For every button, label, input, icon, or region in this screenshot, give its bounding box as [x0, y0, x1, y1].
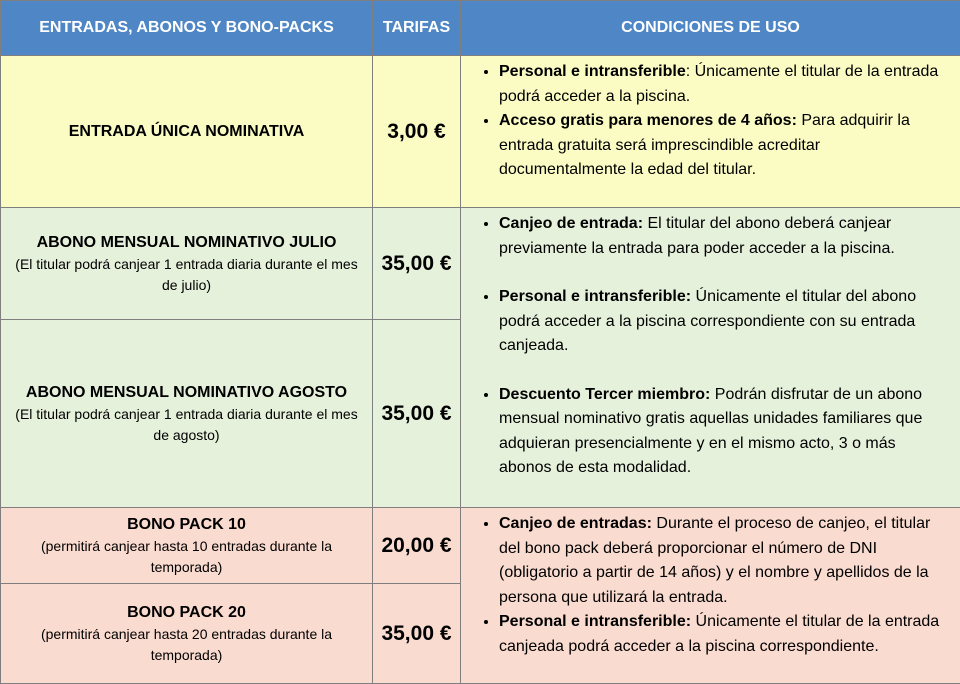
product-cell	[1, 584, 373, 684]
price-cell: 20,00 €	[373, 508, 461, 584]
conditions-cell	[461, 508, 960, 684]
conditions-list	[461, 212, 950, 481]
table-row	[1, 208, 960, 320]
product-cell	[1, 508, 373, 584]
conditions-cell	[461, 56, 960, 208]
list-item: • Canjeo de entrada: El titular del abono deberá canjear previamente la entrada para poder acceder a la piscina.	[499, 212, 950, 261]
product-subtitle: (El titular podrá canjear 1 entrada diaria durante el mes de julio)	[7, 254, 366, 296]
conditions-list	[461, 60, 950, 183]
list-item: • Personal e intransferible: Únicamente el titular de la entrada canjeada podrá acceder a la piscina correspondiente.	[499, 610, 950, 659]
product-cell	[1, 208, 373, 320]
product-title: ABONO MENSUAL NOMINATIVO JULIO	[7, 232, 366, 254]
list-item: • Personal e intransferible: Únicamente el titular del abono podrá acceder a la piscina correspondiente con su entrada canjeada.	[499, 285, 950, 359]
list-item: • Descuento Tercer miembro: Podrán disfrutar de un abono mensual nominativo gratis aquellas unidades familiares que adquieran presencialmente y en el mismo acto, 3 o más abonos de esta modalidad.	[499, 383, 950, 481]
product-subtitle: (El titular podrá canjear 1 entrada diaria durante el mes de agosto)	[7, 404, 366, 446]
product-subtitle: (permitirá canjear hasta 20 entradas durante la temporada)	[7, 624, 366, 666]
price-cell: 3,00 €	[373, 56, 461, 208]
header-prices: TARIFAS	[373, 1, 461, 56]
list-item: • Personal e intransferible: Únicamente el titular de la entrada podrá acceder a la piscina.	[499, 60, 950, 109]
list-item: • Acceso gratis para menores de 4 años: Para adquirir la entrada gratuita será imprescindible acreditar documentalmente la edad del titular.	[499, 109, 950, 183]
product-title: BONO PACK 10	[7, 514, 366, 536]
product-cell	[1, 320, 373, 508]
product-subtitle: (permitirá canjear hasta 10 entradas durante la temporada)	[7, 536, 366, 578]
list-item: • Canjeo de entradas: Durante el proceso de canjeo, el titular del bono pack deberá proporcionar el número de DNI (obligatorio a partir de 14 años) y el nombre y apellidos de la persona que utilizará la entrada.	[499, 512, 950, 610]
product-cell	[1, 56, 373, 208]
header-row	[1, 1, 960, 56]
product-title: ABONO MENSUAL NOMINATIVO AGOSTO	[7, 382, 366, 404]
price-cell: 35,00 €	[373, 208, 461, 320]
product-title: ENTRADA ÚNICA NOMINATIVA	[7, 121, 366, 143]
table-row	[1, 508, 960, 584]
table-row	[1, 56, 960, 208]
conditions-list	[461, 512, 950, 659]
header-products: ENTRADAS, ABONOS Y BONO-PACKS	[1, 1, 373, 56]
price-cell: 35,00 €	[373, 584, 461, 684]
conditions-cell	[461, 208, 960, 508]
product-title: BONO PACK 20	[7, 602, 366, 624]
price-cell: 35,00 €	[373, 320, 461, 508]
header-conditions: CONDICIONES DE USO	[461, 1, 960, 56]
